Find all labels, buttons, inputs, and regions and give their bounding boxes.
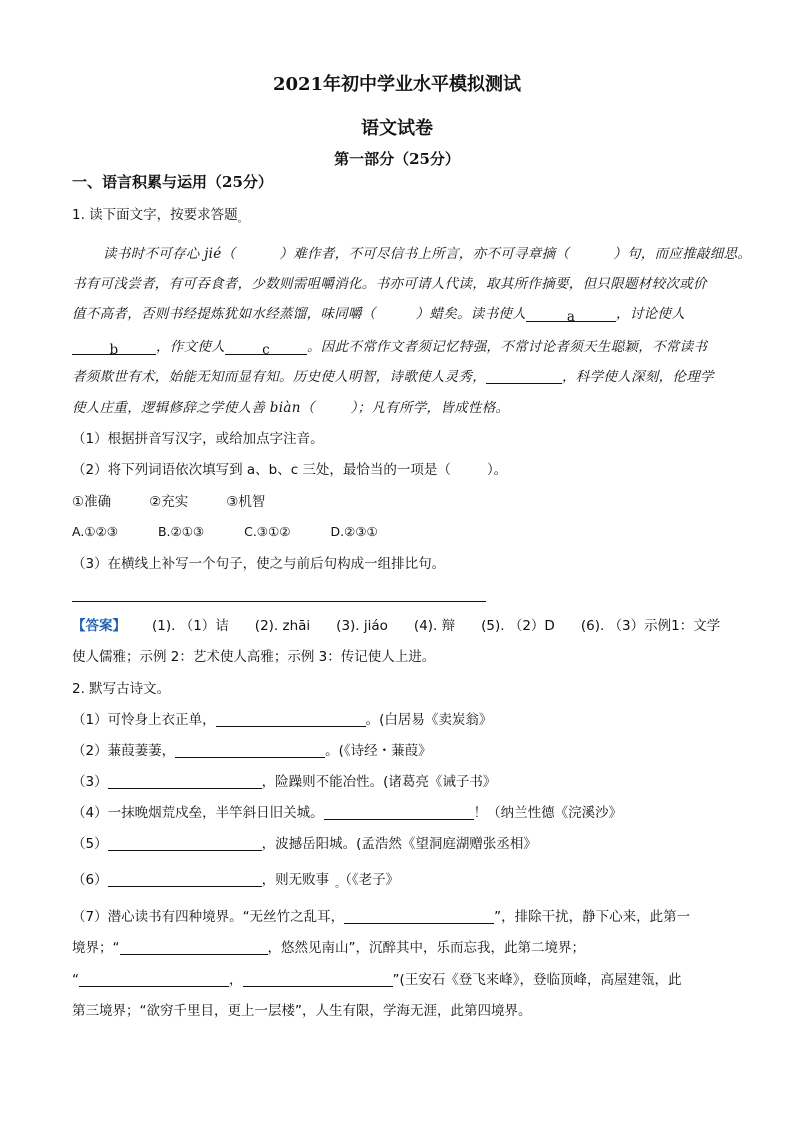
- item-text: （3）: [72, 774, 108, 790]
- q2-item-6: [72, 870, 399, 895]
- passage-text: ）句，而应推敲细思。: [613, 246, 752, 262]
- answer-line2: 使人儒雅；示例 2：艺术使人高雅；示例 3：传记使人上进。: [72, 649, 436, 665]
- q1-options: [72, 522, 378, 542]
- item-text: ，: [229, 972, 243, 988]
- item-text: 。(《诗经・蒹葭》: [325, 743, 432, 759]
- item-text: “: [72, 972, 79, 988]
- part-heading: 第一部分（25分）: [334, 150, 460, 168]
- item-text: ，悠然见南山”，沉醉其中，乐而忘我，此第二境界；: [267, 940, 585, 956]
- passage-text: ，讨论使人: [616, 306, 686, 322]
- passage-text: 使人庄重，逻辑修辞之学使人善 biàn（: [72, 400, 315, 416]
- q1-prompt: [72, 205, 248, 230]
- word-item: ②充实: [149, 494, 189, 510]
- option-d[interactable]: D.②③①: [330, 524, 378, 539]
- q2-item-7-line3: [72, 970, 682, 990]
- fill-blank[interactable]: [243, 972, 393, 987]
- section-heading: 一、语言积累与运用（25分）: [72, 173, 273, 191]
- item-text: ，波撼岳阳城。(孟浩然《望洞庭湖赠张丞相》: [261, 836, 537, 852]
- blank-parallel[interactable]: [486, 369, 562, 384]
- item-text: （《老子》: [345, 872, 400, 888]
- dot-mark: 。: [335, 879, 346, 890]
- item-text: （6）: [72, 872, 108, 888]
- option-a[interactable]: A.①②③: [72, 524, 118, 539]
- word-item: ③机智: [226, 494, 266, 510]
- q2-item-1: [72, 710, 492, 730]
- exam-subtitle: 语文试卷: [361, 118, 433, 139]
- q2-item-7-line1: [72, 907, 690, 927]
- item-text: ”(王安石《登飞来峰》，登临顶峰，高屋建瓴，此: [392, 972, 682, 988]
- option-c[interactable]: C.③①②: [244, 524, 291, 539]
- item-text: （5）: [72, 836, 108, 852]
- item-text: ”，排除干扰，静下心来，此第一: [494, 909, 691, 925]
- fill-blank[interactable]: [175, 743, 325, 758]
- word-item: ①准确: [72, 494, 112, 510]
- answer-item: (5). （2）D: [481, 618, 555, 634]
- q1-sub3: （3）在横线上补写一个句子，使之与前后句构成一组排比句。: [72, 556, 446, 572]
- dot-mark: 。: [237, 214, 248, 225]
- q2-item-7-line2: [72, 938, 585, 958]
- fill-blank[interactable]: [120, 940, 268, 955]
- fill-blank[interactable]: [108, 872, 262, 887]
- q1-word-list: [72, 492, 265, 512]
- fill-blank[interactable]: [108, 836, 262, 851]
- q1-passage-line6: [72, 398, 509, 418]
- item-text: 。(白居易《卖炭翁》: [365, 712, 493, 728]
- blank-a[interactable]: a: [526, 307, 616, 322]
- blank-b[interactable]: b: [72, 340, 156, 355]
- answer-line1: [72, 616, 720, 636]
- blank-c[interactable]: c: [225, 340, 307, 355]
- q1-prompt-text: 1. 读下面文字，按要求答题: [72, 207, 238, 223]
- passage-text: 值不高者，否则书经提炼犹如水经蒸馏，味同嚼（: [72, 306, 376, 322]
- passage-text: ，作文使人: [156, 339, 225, 355]
- passage-text: ）难作者，不可尽信书上所言，亦不可寻章摘（: [279, 246, 570, 262]
- item-text: （7）潜心读书有四种境界。“无丝竹之乱耳，: [72, 909, 345, 925]
- answer-item: (6). （3）示例1：文学: [580, 618, 721, 634]
- passage-text: 读书时不可存心 jié（: [103, 246, 236, 262]
- passage-text: ）；凡有所学，皆成性格。: [350, 400, 510, 416]
- q2-prompt: 2. 默写古诗文。: [72, 681, 171, 697]
- q2-item-3: [72, 772, 496, 792]
- passage-text: 。因此不常作文者须记忆特强，不常讨论者须天生聪颖，不常读书: [307, 339, 708, 355]
- option-b[interactable]: B.②①③: [157, 524, 205, 539]
- answer-item: (2). zhāi: [254, 618, 311, 634]
- item-text: ，险躁则不能冶性。(诸葛亮《诫子书》: [261, 774, 497, 790]
- sub2-end: ）。: [486, 462, 508, 478]
- answer-line[interactable]: [72, 601, 486, 602]
- fill-blank[interactable]: [344, 909, 494, 924]
- item-text: ，则无败事: [261, 872, 330, 888]
- answer-item: (1). （1）诘: [152, 618, 229, 634]
- item-text: （1）可怜身上衣正单，: [72, 712, 216, 728]
- answer-tag: 【答案】: [72, 618, 126, 634]
- item-text: （2）蒹葭萋萋，: [72, 743, 176, 759]
- q2-item-4: [72, 803, 622, 823]
- fill-blank[interactable]: [324, 805, 474, 820]
- q1-passage-line3: [72, 304, 685, 324]
- item-text: ！（纳兰性德《浣溪沙》: [473, 805, 623, 821]
- passage-text: ，科学使人深刻，伦理学: [562, 369, 714, 385]
- q1-sub2: [72, 460, 507, 480]
- passage-text: 者须欺世有术，始能无知而显有知。历史使人明智，诗歌使人灵秀，: [72, 369, 486, 385]
- fill-blank[interactable]: [108, 774, 262, 789]
- q2-item-2: [72, 741, 432, 761]
- fill-blank[interactable]: [216, 712, 366, 727]
- exam-title: 2021年初中学业水平模拟测试: [272, 74, 522, 95]
- q1-passage-line4: [72, 337, 707, 357]
- item-text: （4）一抹晚烟荒戍垒，半竿斜日旧关城。: [72, 805, 324, 821]
- passage-text: ）蜡矣。读书使人: [415, 306, 527, 322]
- q1-passage-line5: [72, 367, 714, 387]
- q2-item-7-line4: 第三境界；“欲穷千里目，更上一层楼”，人生有限，学海无涯，此第四境界。: [72, 1003, 532, 1019]
- answer-item: (4). 辩: [413, 618, 456, 634]
- q1-passage-line1: [103, 244, 751, 264]
- sub2-text: （2）将下列词语依次填写到 a、b、c 三处，最恰当的一项是（: [72, 462, 451, 478]
- q1-sub1: （1）根据拼音写汉字，或给加点字注音。: [72, 431, 324, 447]
- q1-passage-line2: 书有可浅尝者，有可吞食者，少数则需咀嚼消化。书亦可请人代读，取其所作摘要，但只限题材较次或价: [72, 276, 707, 292]
- answer-item: (3). jiáo: [336, 618, 388, 634]
- item-text: 境界；“: [72, 940, 120, 956]
- q2-item-5: [72, 834, 537, 854]
- fill-blank[interactable]: [79, 972, 229, 987]
